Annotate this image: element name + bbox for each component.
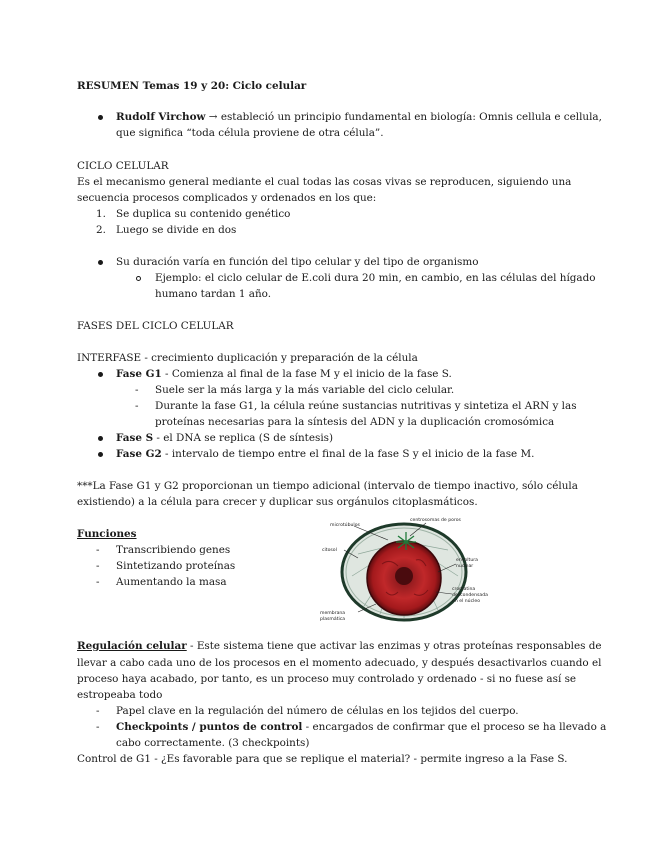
list-item: Se duplica su contenido genético	[116, 208, 291, 220]
fase-g1-text: - Comienza al final de la fase M y el inicio de la fase S.	[161, 368, 452, 380]
bullet-icon	[98, 260, 103, 265]
label-envelope-2: nuclear	[456, 564, 474, 569]
fase-g1-line	[116, 366, 452, 382]
checkpoints-line	[116, 719, 606, 735]
virchow-line-1	[116, 109, 602, 125]
fase-g1-name: Fase G1	[116, 368, 162, 380]
list-item: Transcribiendo genes	[116, 544, 231, 556]
duracion-text: Su duración varía en función del tipo celular y del tipo de organismo	[116, 256, 479, 268]
label-membrane-2: plasmática	[320, 617, 346, 622]
cell-diagram	[318, 514, 488, 626]
regulacion-sub-1: Papel clave en la regulación del número de células en los tejidos del cuerpo.	[116, 705, 519, 717]
funciones-heading: Funciones	[77, 528, 137, 540]
dash-marker: -	[135, 384, 139, 396]
fase-s-name: Fase S	[116, 432, 154, 444]
label-chromatin-1: cromatina	[452, 587, 476, 592]
checkpoints-text: - encargados de confirmar que el proceso se ha llevado a	[302, 721, 607, 733]
dash-marker: -	[96, 560, 100, 572]
circle-bullet-icon	[136, 276, 141, 281]
list-item: Aumentando la masa	[116, 576, 227, 588]
label-chromatin-2: descondensada	[452, 593, 488, 598]
dash-marker: -	[96, 705, 100, 717]
list-item-num: 1.	[96, 208, 106, 220]
fase-g2-name: Fase G2	[116, 448, 162, 460]
list-item: Sintetizando proteínas	[116, 560, 236, 572]
regulacion-line-3: proceso haya acabado, por tanto, es un proceso muy controlado y ordenado - si no fuese así se	[77, 673, 577, 685]
label-centrosomes: centrosomas de poros	[410, 518, 461, 523]
fase-s-text: - el DNA se replica (S de síntesis)	[153, 432, 334, 444]
section-heading-fases: FASES DEL CICLO CELULAR	[77, 320, 234, 332]
label-chromatin-3: en el núcleo	[452, 599, 481, 604]
fase-s-line	[116, 430, 333, 446]
fase-g2-text: - intervalo de tiempo entre el final de la fase S y el inicio de la fase M.	[161, 448, 535, 460]
virchow-text-1: estableció un principio fundamental en biología: Omnis cellula e cellula,	[217, 111, 602, 123]
label-cytosol: citosol	[322, 548, 337, 553]
checkpoints-line-2: cabo correctamente. (3 checkpoints)	[116, 737, 310, 749]
fase-g2-line	[116, 446, 534, 462]
interfase-label: INTERFASE - crecimiento duplicación y preparación de la célula	[77, 352, 418, 364]
regulacion-name: Regulación celular	[77, 640, 187, 652]
g1-sub-2a: Durante la fase G1, la célula reúne sustancias nutritivas y sintetiza el ARN y las	[155, 400, 577, 412]
dash-marker: -	[96, 544, 100, 556]
virchow-name: Rudolf Virchow	[116, 111, 206, 123]
bullet-icon	[98, 452, 103, 457]
bullet-icon	[98, 436, 103, 441]
note-line-1: ***La Fase G1 y G2 proporcionan un tiempo adicional (intervalo de tiempo inactivo, sólo célula	[77, 480, 578, 492]
label-microtubules: microtúbulos	[330, 523, 360, 528]
dash-marker: -	[96, 721, 100, 733]
list-item-num: 2.	[96, 224, 106, 236]
checkpoints-name: Checkpoints / puntos de control	[116, 721, 303, 733]
document-title: RESUMEN Temas 19 y 20: Ciclo celular	[77, 80, 307, 92]
virchow-line-2: que significa “toda célula proviene de otra célula”.	[116, 127, 384, 139]
bullet-icon	[98, 372, 103, 377]
label-envelope-1: envoltura	[456, 558, 478, 563]
regulacion-line-4: estropeaba todo	[77, 689, 163, 701]
dash-marker: -	[135, 400, 139, 412]
ejemplo-line-2: humano tardan 1 año.	[155, 288, 272, 300]
g1-sub-2b: proteínas necesarias para la síntesis del ADN y la duplicación cromosómica	[155, 416, 555, 428]
dash-marker: -	[96, 576, 100, 588]
arrow-icon: →	[208, 111, 218, 123]
regulacion-line-1	[77, 638, 602, 654]
control-g1-line: Control de G1 - ¿Es favorable para que se replique el material? - permite ingreso a la Fase S.	[77, 753, 568, 765]
nucleolus	[395, 567, 413, 585]
section-heading-ciclo: CICLO CELULAR	[77, 160, 169, 172]
regulacion-text-1: - Este sistema tiene que activar las enzimas y otras proteínas responsables de	[186, 640, 602, 652]
ciclo-paragraph-1: Es el mecanismo general mediante el cual todas las cosas vivas se reproducen, siguiendo una	[77, 176, 572, 188]
list-item: Luego se divide en dos	[116, 224, 237, 236]
ejemplo-line-1: Ejemplo: el ciclo celular de E.coli dura 20 min, en cambio, en las células del hígado	[155, 272, 596, 284]
regulacion-line-2: llevar a cabo cada uno de los procesos en el momento adecuado, y después desactivarlos cuando el	[77, 657, 602, 669]
bullet-icon	[98, 115, 103, 120]
ciclo-paragraph-2: secuencia procesos complicados y ordenados en los que:	[77, 192, 377, 204]
note-line-2: existiendo) a la célula para crecer y duplicar sus orgánulos citoplasmáticos.	[77, 496, 478, 508]
g1-sub-1: Suele ser la más larga y la más variable del ciclo celular.	[155, 384, 455, 396]
label-membrane-1: membrana	[320, 611, 346, 616]
